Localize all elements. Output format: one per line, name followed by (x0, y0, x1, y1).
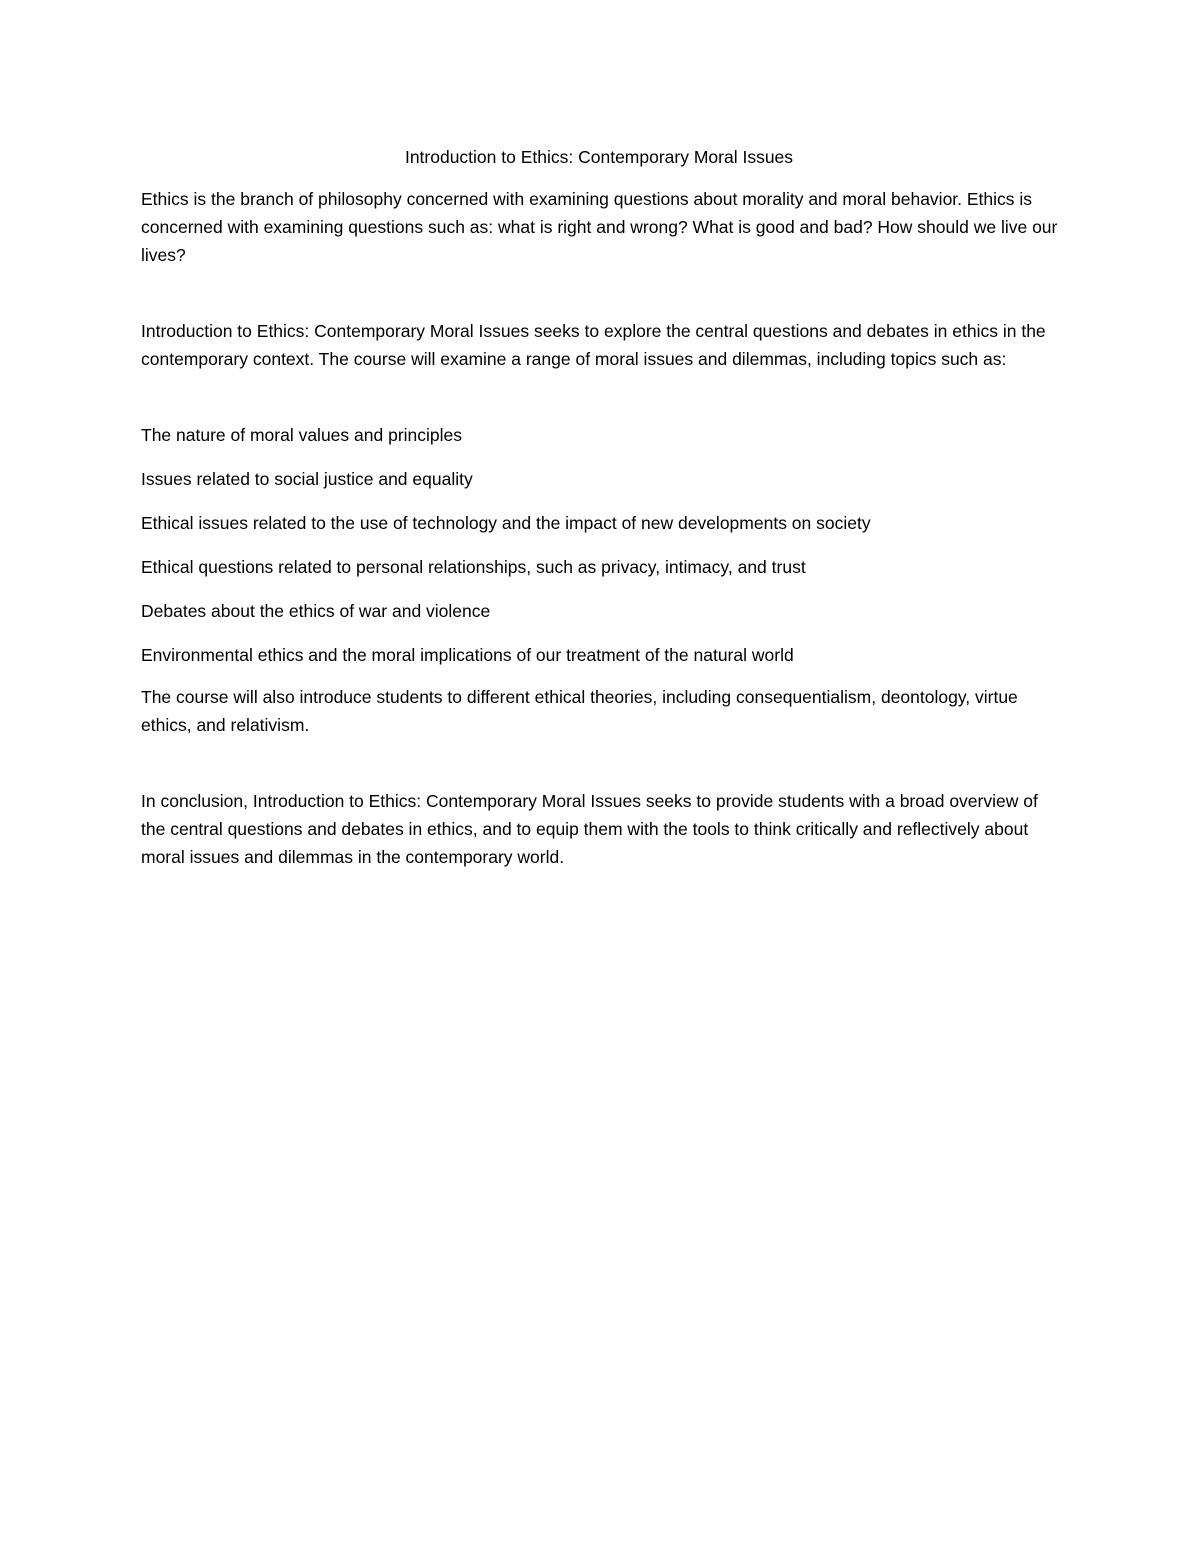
topic-item: Ethical issues related to the use of technology and the impact of new developments on society (141, 513, 871, 533)
topic-item: The nature of moral values and principles (141, 425, 463, 445)
document-title: Introduction to Ethics: Contemporary Moral Issues (404, 147, 794, 167)
topic-item: Environmental ethics and the moral implications of our treatment of the natural world (141, 645, 794, 665)
scope-paragraph: Introduction to Ethics: Contemporary Moral Issues seeks to explore the central questions and debates in ethics in the contemporary context. The course will examine a range of moral issues and dilemmas, including topics such as: (141, 321, 1046, 369)
topic-list (141, 421, 1061, 669)
topic-item: Debates about the ethics of war and violence (141, 601, 491, 621)
topic-item: Issues related to social justice and equality (141, 469, 473, 489)
conclusion-paragraph: In conclusion, Introduction to Ethics: Contemporary Moral Issues seeks to provide students with a broad overview of the central questions and debates in ethics, and to equip them with the tools to think critically and reflectively about moral issues and dilemmas in the contemporary world. (141, 791, 1038, 867)
intro-paragraph: Ethics is the branch of philosophy concerned with examining questions about morality and moral behavior. Ethics is concerned with examining questions such as: what is right and wrong? What is good and bad? How should we live our lives? (141, 189, 1058, 265)
document-body (141, 143, 1061, 871)
topic-item: Ethical questions related to personal relationships, such as privacy, intimacy, and trust (141, 557, 806, 577)
theories-paragraph: The course will also introduce students to different ethical theories, including consequentialism, deontology, virtue ethics, and relativism. (141, 687, 1018, 735)
